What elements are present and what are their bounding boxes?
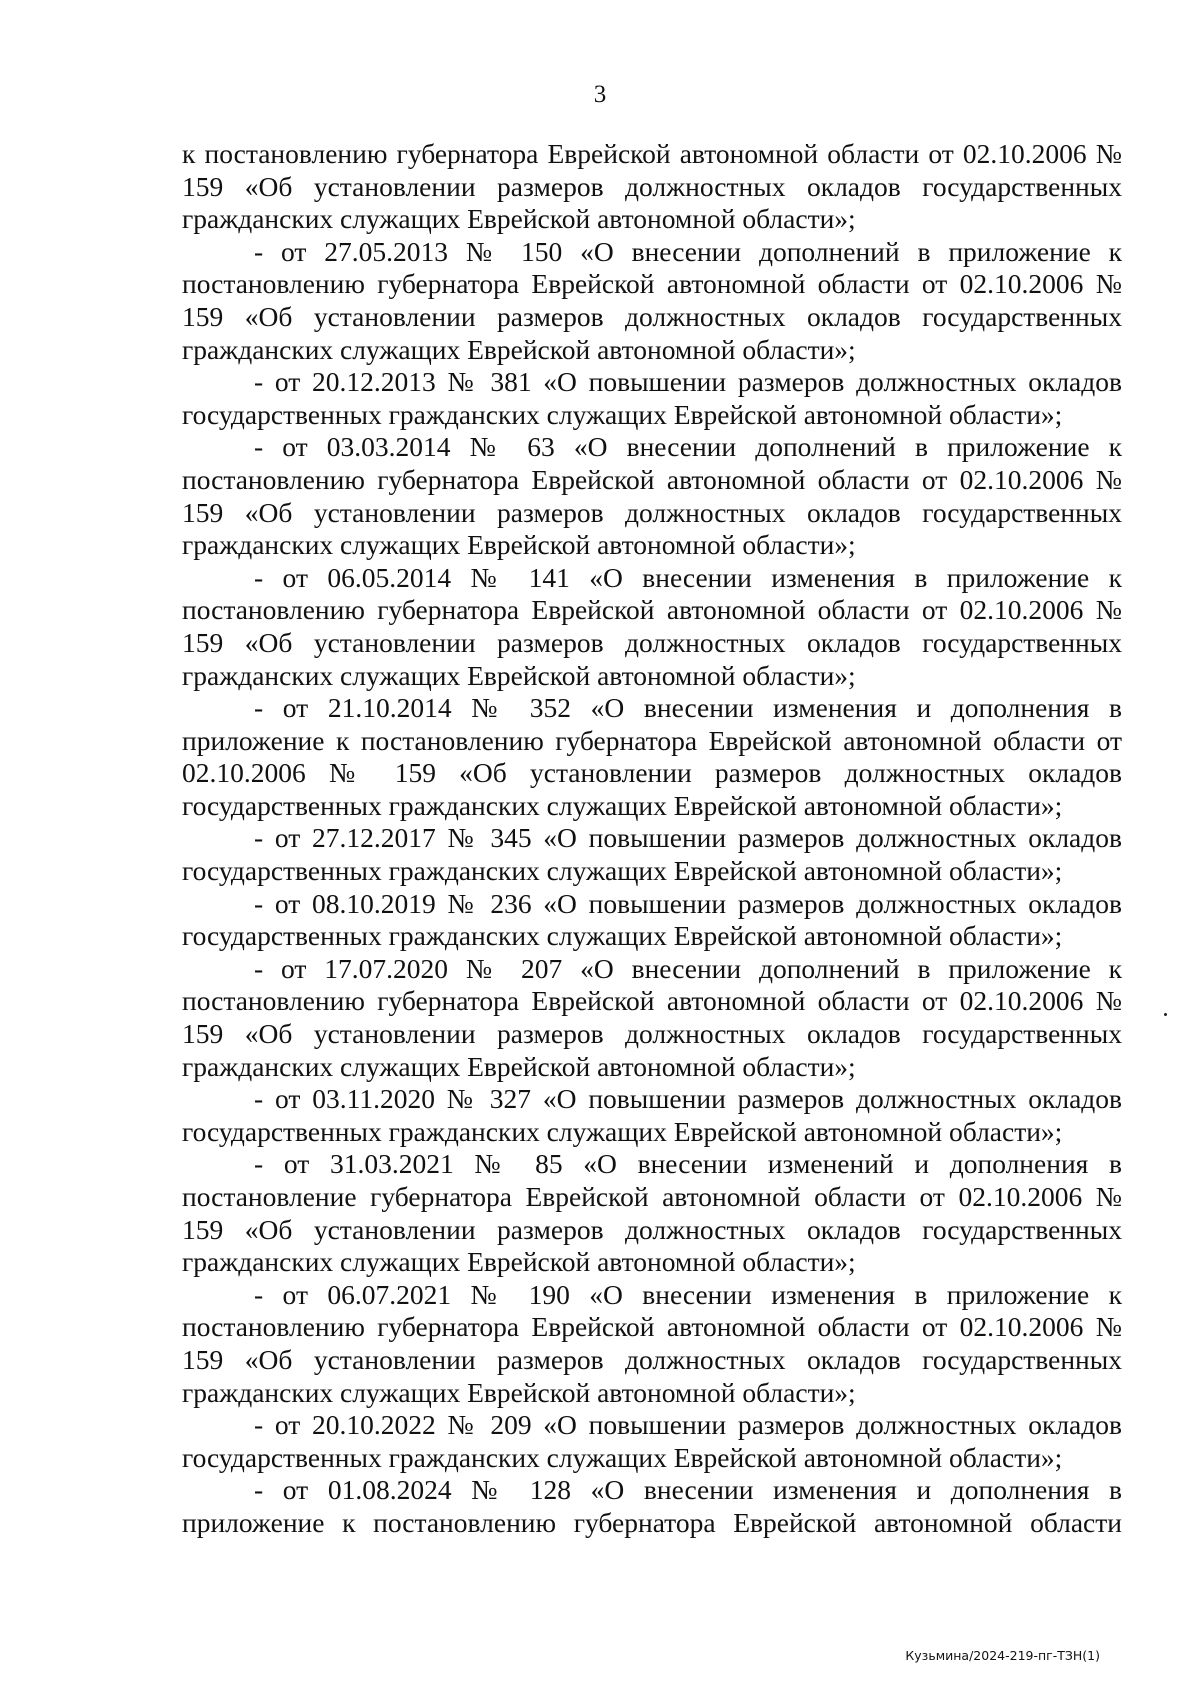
- list-item: - от 06.05.2014 № 141 «О внесении изменения в приложение к постановлению губернатора Еврейской автономной области от 02.10.2006 № 159 «Об установлении размеров должностных окладов государственных гражданских служащих Еврейской автономной области»;: [182, 561, 1122, 691]
- scan-speck: [1164, 1013, 1167, 1016]
- list-item: - от 03.11.2020 № 327 «О повышении размеров должностных окладов государственных гражданских служащих Еврейской автономной области»;: [182, 1083, 1122, 1147]
- list-item: - от 08.10.2019 № 236 «О повышении размеров должностных окладов государственных гражданских служащих Еврейской автономной области»;: [182, 887, 1122, 952]
- list-item: - от 20.12.2013 № 381 «О повышении размеров должностных окладов государственных гражданских служащих Еврейской автономной области»;: [182, 366, 1122, 430]
- footer-document-code: Кузьмина/2024-219-пг-ТЗН(1): [905, 1648, 1100, 1663]
- list-item: - от 20.10.2022 № 209 «О повышении размеров должностных окладов государственных гражданских служащих Еврейской автономной области»;: [182, 1409, 1122, 1473]
- list-item: - от 31.03.2021 № 85 «О внесении изменений и дополнения в постановление губернатора Еврейской автономной области от 02.10.2006 № 159 «Об установлении размеров должностных окладов государственных гражданских служащих Еврейской автономной области»;: [182, 1148, 1122, 1278]
- list-item: - от 03.03.2014 № 63 «О внесении дополнений в приложение к постановлению губернатора Еврейской автономной области от 02.10.2006 № 159 «Об установлении размеров должностных окладов государственных гражданских служащих Еврейской автономной области»;: [182, 431, 1122, 561]
- document-body: [182, 138, 1122, 1540]
- intro-paragraph: к постановлению губернатора Еврейской автономной области от 02.10.2006 № 159 «Об установлении размеров должностных окладов государственных гражданских служащих Еврейской автономной области»;: [182, 138, 1122, 235]
- page-number: 3: [593, 81, 607, 108]
- list-item: - от 21.10.2014 № 352 «О внесении изменения и дополнения в приложение к постановлению губернатора Еврейской автономной области от 02.10.2006 № 159 «Об установлении размеров должностных окладов государственных гражданских служащих Еврейской автономной области»;: [182, 692, 1122, 821]
- list-item: - от 17.07.2020 № 207 «О внесении дополнений в приложение к постановлению губернатора Еврейской автономной области от 02.10.2006 № 159 «Об установлении размеров должностных окладов государственных гражданских служащих Еврейской автономной области»;: [182, 952, 1122, 1082]
- list-item: - от 06.07.2021 № 190 «О внесении изменения в приложение к постановлению губернатора Еврейской автономной области от 02.10.2006 № 159 «Об установлении размеров должностных окладов государственных гражданских служащих Еврейской автономной области»;: [182, 1278, 1122, 1408]
- list-item: - от 27.05.2013 № 150 «О внесении дополнений в приложение к постановлению губернатора Еврейской автономной области от 02.10.2006 № 159 «Об установлении размеров должностных окладов государственных гражданских служащих Еврейской автономной области»;: [182, 235, 1122, 365]
- list-item: - от 27.12.2017 № 345 «О повышении размеров должностных окладов государственных гражданских служащих Еврейской автономной области»;: [182, 822, 1122, 887]
- list-item: - от 01.08.2024 № 128 «О внесении изменения и дополнения в приложение к постановлению губернатора Еврейской автономной области: [182, 1474, 1122, 1538]
